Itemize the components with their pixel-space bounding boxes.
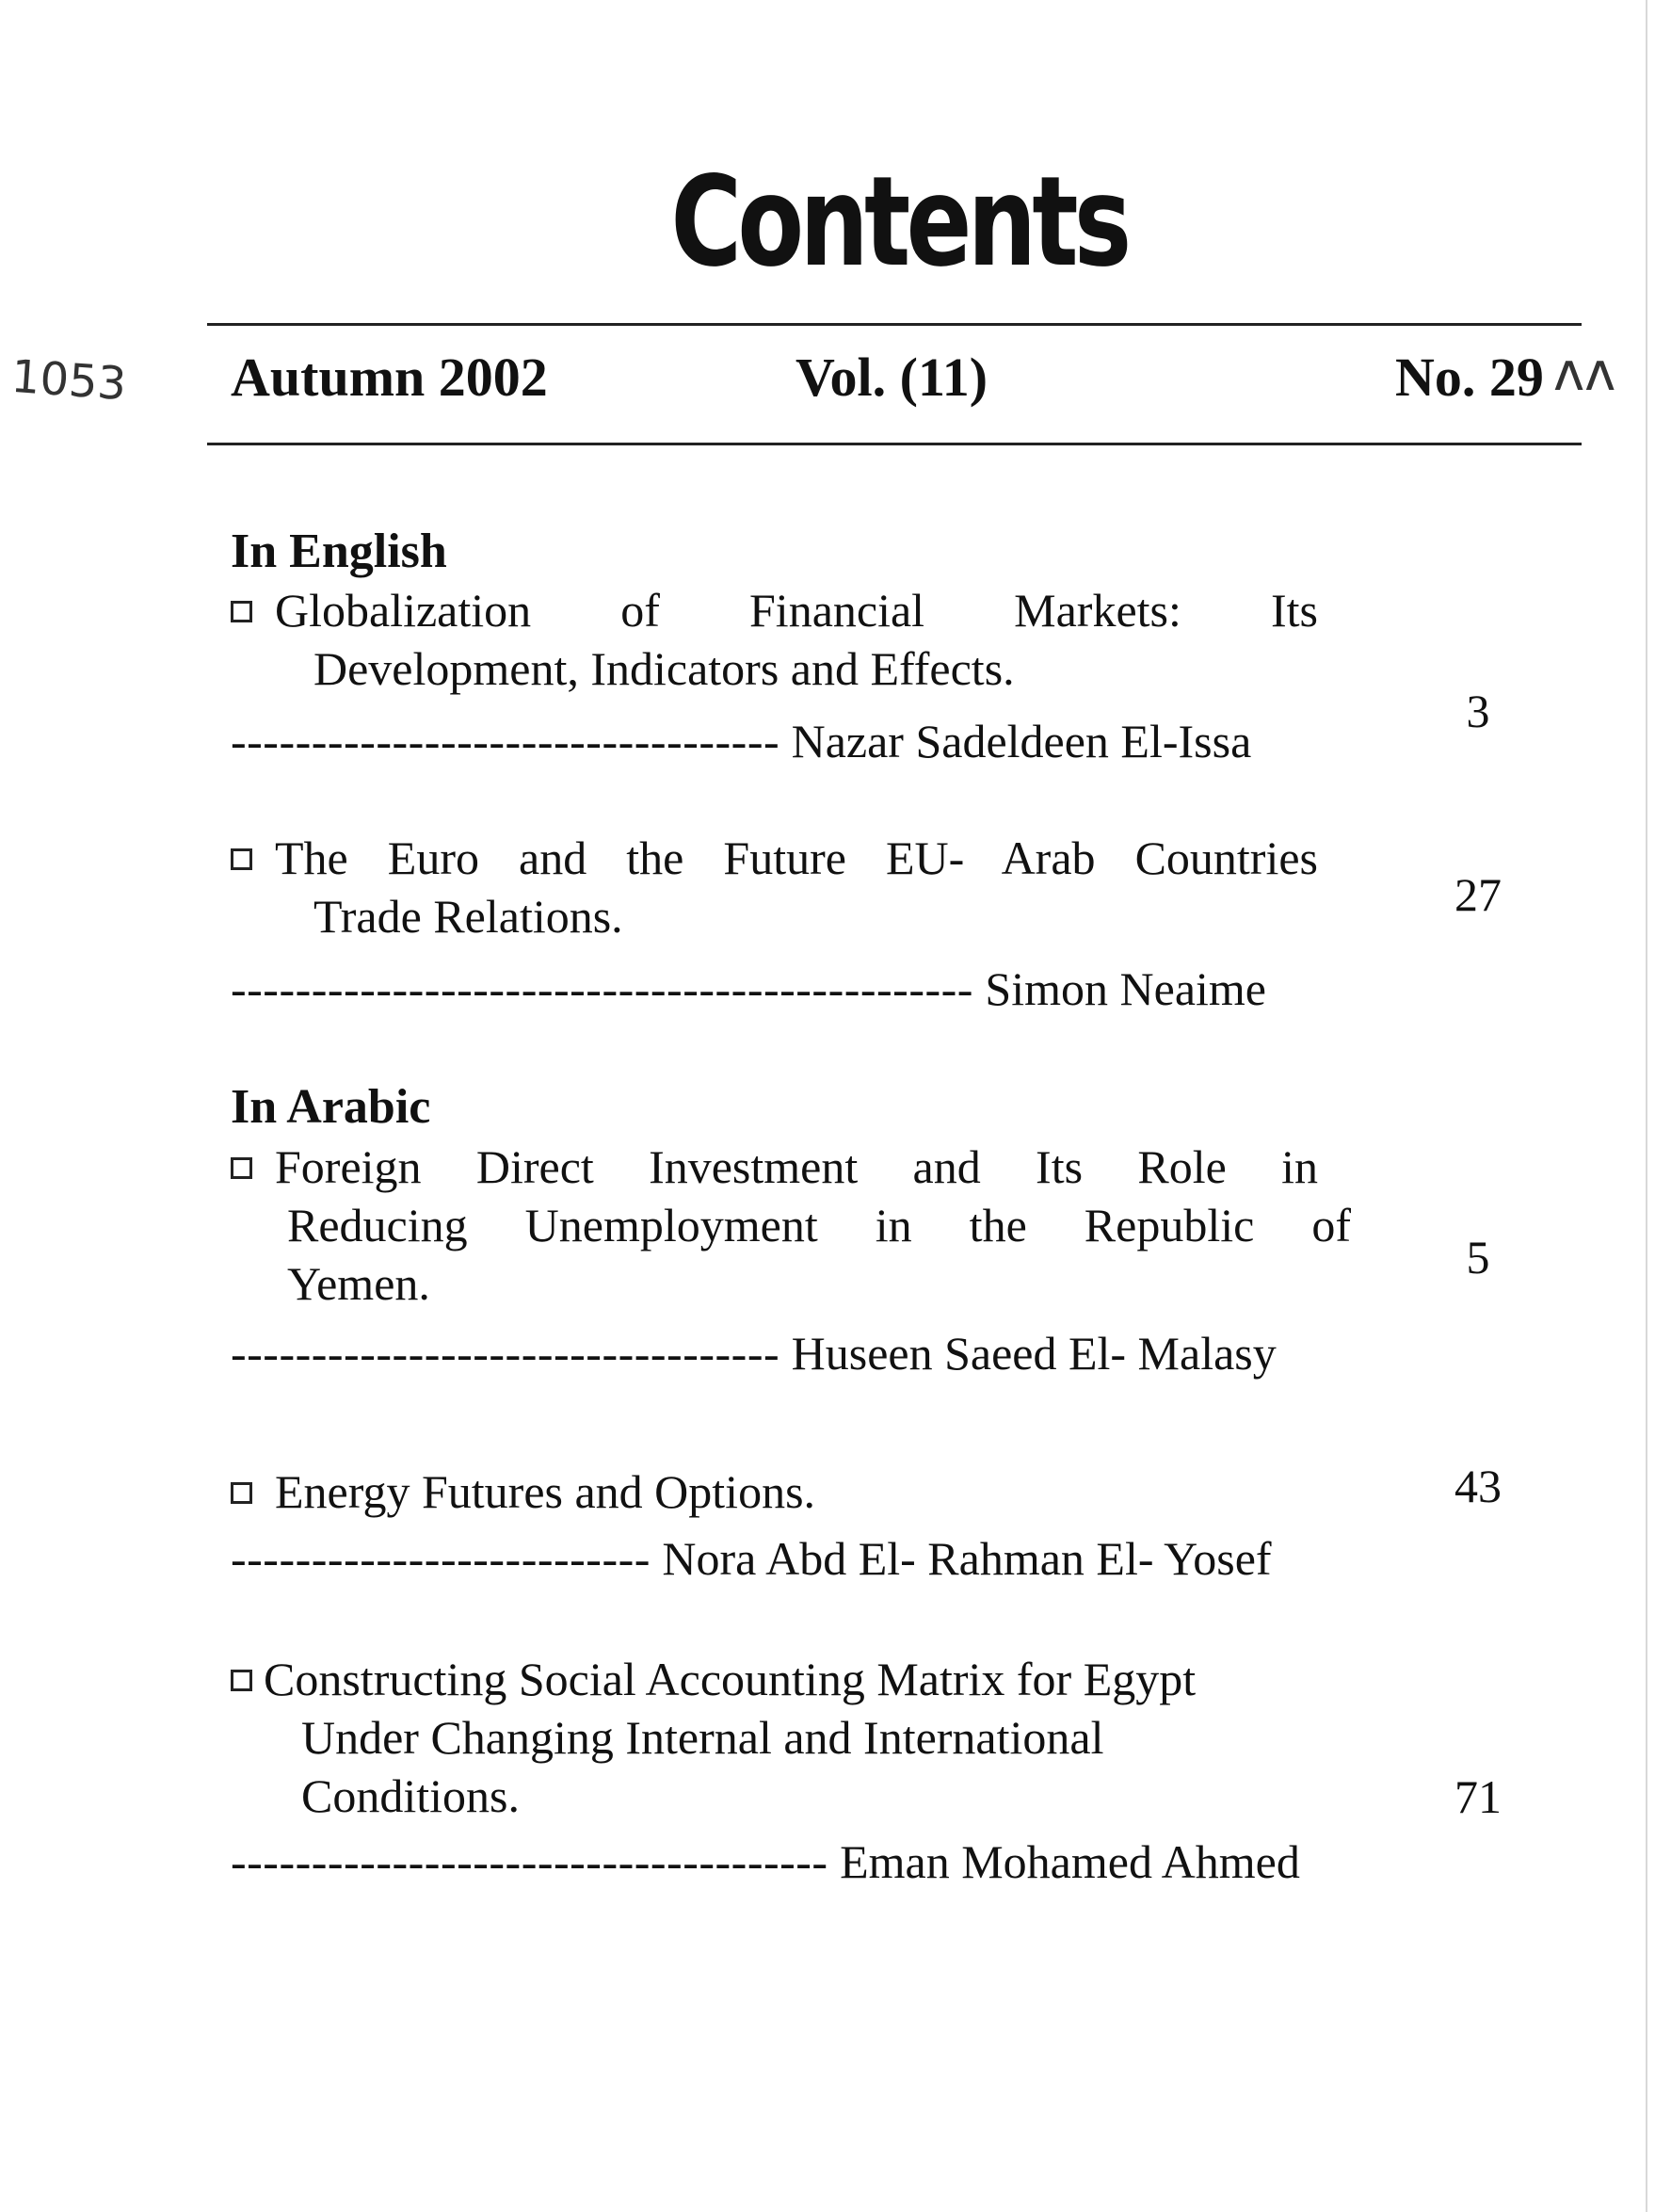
leader-dashes: ---------------------------------------------- [231,962,973,1015]
toc-entry-title[interactable]: Energy Futures and Options. [231,1462,1318,1521]
handwritten-note-right: ʌʌ [1553,342,1616,403]
checkbox-bullet-icon [231,1482,252,1504]
top-rule [207,323,1582,326]
toc-entry-author [231,715,1252,767]
author-name: Huseen Saeed El- Malasy [791,1327,1277,1380]
author-name: Nora Abd El- Rahman El- Yosef [662,1532,1272,1585]
toc-entry-author [231,962,1266,1015]
leader-dashes: ---------------------------------- [231,715,780,767]
issue-volume: Vol. (11) [795,347,988,408]
author-name: Eman Mohamed Ahmed [840,1835,1300,1888]
section-heading-arabic: In Arabic [231,1080,431,1134]
section-heading-english: In English [231,525,447,578]
toc-entry-page[interactable]: 27 [1454,868,1502,921]
checkbox-bullet-icon [231,848,252,870]
author-name: Nazar Sadeldeen El-Issa [791,715,1252,767]
bottom-rule [207,443,1582,445]
toc-entry-title-continued: Reducing Unemployment in the Republic of [287,1199,1351,1251]
checkbox-bullet-icon [231,601,252,622]
toc-entry-title-continued: Under Changing Internal and International [301,1711,1104,1764]
toc-entry-page[interactable]: 5 [1466,1231,1490,1284]
page-title: Contents [670,150,1128,295]
toc-entry-page[interactable]: 3 [1466,685,1490,737]
toc-entry-author [231,1532,1272,1585]
toc-entry-author [231,1835,1300,1888]
toc-entry-page[interactable]: 43 [1454,1460,1502,1512]
toc-entry-title-continued: Conditions. [301,1769,520,1822]
leader-dashes: -------------------------- [231,1532,651,1585]
toc-entry-page[interactable]: 71 [1454,1770,1502,1823]
toc-entry-title[interactable]: Constructing Social Accounting Matrix for Egypt [231,1650,1360,1708]
toc-entry-title[interactable]: The Euro and the Future EU- Arab Countries [231,829,1318,887]
toc-entry-title[interactable]: Foreign Direct Investment and Its Role in [231,1138,1318,1196]
toc-entry-title-continued: Development, Indicators and Effects. [313,642,1015,695]
handwritten-note-left: 1053 [9,349,128,412]
toc-entry-title-continued: Trade Relations. [313,890,623,943]
toc-entry-title[interactable]: Globalization of Financial Markets: Its [231,581,1318,639]
leader-dashes: ------------------------------------- [231,1835,828,1888]
issue-number: No. 29 [1395,347,1544,408]
page-edge-line [1646,0,1647,2212]
toc-entry-title-continued: Yemen. [287,1257,430,1310]
checkbox-bullet-icon [231,1670,252,1691]
checkbox-bullet-icon [231,1157,252,1179]
leader-dashes: ---------------------------------- [231,1327,780,1380]
toc-entry-author [231,1327,1277,1380]
issue-season: Autumn 2002 [231,347,548,408]
author-name: Simon Neaime [985,962,1266,1015]
